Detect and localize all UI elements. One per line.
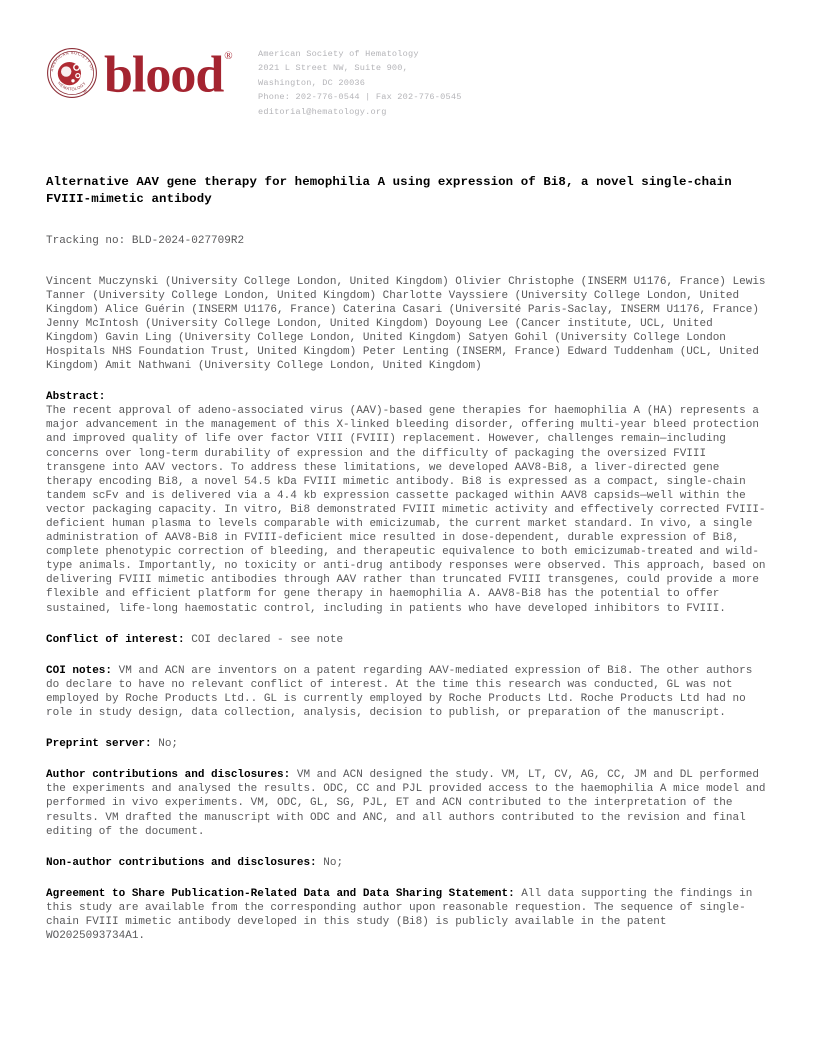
non-author-contributions-heading: Non-author contributions and disclosures xyxy=(46,856,311,869)
ash-seal-icon xyxy=(46,47,98,99)
svg-text:HEMATOLOGY: HEMATOLOGY xyxy=(56,80,88,92)
preprint-server-separator: : xyxy=(145,738,159,751)
address-line: Phone: 202-776-0544 | Fax 202-776-0545 xyxy=(258,92,462,103)
author-contributions-paragraph xyxy=(46,768,770,838)
svg-text:AMERICAN SOCIETY OF: AMERICAN SOCIETY OF xyxy=(49,49,95,72)
page-title: Alternative AAV gene therapy for hemophilia A using expression of Bi8, a novel single-chain FVIII-mimetic antibody xyxy=(46,175,732,207)
non-author-contributions-paragraph xyxy=(46,856,770,870)
address-email: editorial@hematology.org xyxy=(258,106,387,117)
registered-trademark-icon: ® xyxy=(224,50,232,62)
author-contributions-body: VM and ACN designed the study. VM, LT, CV, AG, CC, JM and DL performed the experiments and analysed the results. ODC, CC and PJL provided access to the haemophilia A mice model and performed in vivo experiments. VM, ODC, GL, SG, PJL, ET and ACN contributed to the interpretation of the results. VM drafted the manuscript with ODC and ANC, and all authors contributed to the revision and final editing of the document. xyxy=(46,769,766,838)
data-sharing-body: All data supporting the findings in this study are available from the corresponding author upon reasonable requestion. The sequence of single-chain FVIII mimetic antibody developed in this study (Bi8) is publicly available in the patent WO2025093734A1. xyxy=(46,887,753,943)
preprint-server-body: No; xyxy=(158,738,179,751)
data-sharing-paragraph xyxy=(46,887,770,943)
address-line: American Society of Hematology xyxy=(258,49,419,59)
section-data-sharing xyxy=(46,887,770,943)
section-conflict-of-interest xyxy=(46,633,770,647)
section-non-author-contributions xyxy=(46,856,770,870)
coi-notes-paragraph xyxy=(46,664,770,720)
non-author-contributions-body: No; xyxy=(323,856,344,869)
conflict-of-interest-separator: : xyxy=(178,633,192,646)
tracking-value: BLD-2024-027709R2 xyxy=(131,235,245,248)
conflict-of-interest-paragraph xyxy=(46,633,770,647)
address-line: 2021 L Street NW, Suite 900, xyxy=(258,63,408,74)
section-coi-notes xyxy=(46,664,770,720)
wordmark-text: blood xyxy=(104,46,224,104)
abstract-body: The recent approval of adeno-associated virus (AAV)-based gene therapies for haemophilia A (HA) represents a major advancement in the management of this X-linked bleeding disorder, offering multi-year bleed protection and improved quality of life over factor VIII (FVIII) replacement. However, challenges remain—including concerns over long-term durability of expression and the difficulty of packaging the oversized FVIII transgene into AAV vectors. To address these limitations, we developed AAV8-Bi8, a liver-directed gene therapy encoding Bi8, a novel 54.5 kDa FVIII mimetic antibody. Bi8 is expressed as a compact, single-chain tandem scFv and is delivered via a 4.4 kb expression cassette packaged within AAV8 capsids—well within the vector packaging capacity. In vitro, Bi8 demonstrated FVIII mimetic activity and effectively corrected FVIII-deficient human plasma to levels comparable with emicizumab, the current market standard. In vivo, a single administration of AAV8-Bi8 in FVIII-deficient mice resulted in dose-dependent, durable expression of Bi8, complete phenotypic correction of bleeding, and therapeutic equivalence to both emicizumab-treated and wild-type animals. Importantly, no toxicity or anti-drug antibody responses were observed. This approach, based on delivering FVIII mimetic antibodies through AAV rather than truncated FVIII transgenes, could provide a more flexible and efficient platform for gene therapy in haemophilia A. AAV8-Bi8 has the potential to offer sustained, life-long haemostatic control, including in patients who have developed inhibitors to FVIII. xyxy=(46,405,766,615)
author-contributions-separator: : xyxy=(283,769,297,782)
data-sharing-heading: Agreement to Share Publication-Related Data and Data Sharing Statement xyxy=(46,887,509,900)
preprint-server-paragraph xyxy=(46,737,770,751)
section-abstract xyxy=(46,390,770,616)
document-content xyxy=(46,108,770,943)
masthead xyxy=(46,0,770,117)
coi-notes-heading: COI notes xyxy=(46,664,106,677)
section-preprint-server xyxy=(46,737,770,751)
blood-journal-logo xyxy=(46,44,252,104)
conflict-of-interest-body: COI declared - see note xyxy=(191,633,344,646)
section-author-contributions xyxy=(46,768,770,838)
author-list: Vincent Muczynski (University College London, United Kingdom) Olivier Christophe (INSERM U1176, France) Lewis Tanner (University College London, United Kingdom) Charlotte Vayssiere (University College London, United Kingdom) Alice Guérin (INSERM U1176, France) Caterina Casari (Université Paris-Saclay, INSERM U1176, France) Jenny McIntosh (University College London, United Kingdom) Doyoung Lee (Cancer institute, UCL, United Kingdom) Gavin Ling (University College London, United Kingdom) Satyen Gohil (University College London Hospitals NHS Foundation Trust, United Kingdom) Peter Lenting (INSERM, France) Edward Tuddenham (UCL, United Kingdom) Amit Nathwani (University College London, United Kingdom) xyxy=(46,275,766,373)
coi-notes-body: VM and ACN are inventors on a patent regarding AAV-mediated expression of Bi8. The other authors do declare to have no relevant conflict of interest. At the time this research was conducted, GL was not employed by Roche Products Ltd.. GL is currently employed by Roche Products Ltd. Roche Products Ltd had no role in study design, data collection, analysis, decision to publish, or preparation of the manuscript. xyxy=(46,664,753,720)
tracking-number xyxy=(46,234,770,248)
address-line: Washington, DC 20036 xyxy=(258,77,366,88)
svg-text:®: ® xyxy=(83,89,88,96)
tracking-label: Tracking no: xyxy=(46,235,132,248)
author-contributions-heading: Author contributions and disclosures xyxy=(46,769,284,782)
abstract-heading: Abstract: xyxy=(46,391,106,404)
coi-notes-separator: : xyxy=(105,664,119,677)
blood-wordmark xyxy=(104,44,232,104)
data-sharing-separator: : xyxy=(508,887,522,900)
preprint-server-heading: Preprint server xyxy=(46,738,146,751)
publisher-address xyxy=(258,44,462,119)
non-author-contributions-separator: : xyxy=(310,856,324,869)
conflict-of-interest-heading: Conflict of interest xyxy=(46,633,179,646)
